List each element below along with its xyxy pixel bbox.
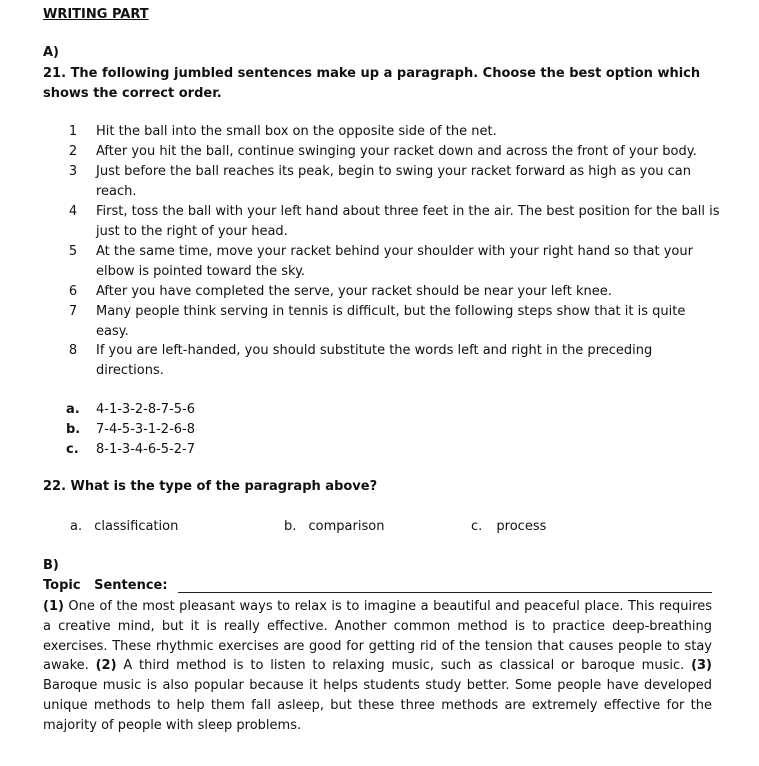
choice-text: comparison bbox=[308, 519, 385, 534]
question-21-text: The following jumbled sentences make up a paragraph. Choose the best option which shows the correct order. bbox=[43, 66, 701, 101]
sentence-number: 4 bbox=[68, 204, 78, 219]
sentence-number: 3 bbox=[68, 164, 78, 179]
choice-text: process bbox=[496, 519, 547, 534]
sentence-item bbox=[66, 162, 716, 202]
choice-label: b. bbox=[284, 519, 297, 534]
sentence-text: After you have completed the serve, your racket should be near your left knee. bbox=[96, 284, 612, 299]
choice-label: c. bbox=[471, 519, 483, 534]
sentence-number: 6 bbox=[68, 284, 78, 299]
sentence-item bbox=[66, 341, 716, 381]
question-21-number: 21. bbox=[43, 66, 67, 81]
marker-3: (3) bbox=[691, 658, 712, 674]
topic-sentence-label: Topic Sentence: bbox=[43, 578, 168, 593]
choice-text: classification bbox=[94, 519, 179, 534]
paragraph-part-2: A third method is to listen to relaxing music, such as classical or baroque music. bbox=[116, 658, 692, 674]
option-text: 8-1-3-4-6-5-2-7 bbox=[96, 442, 196, 457]
sentence-number: 5 bbox=[68, 244, 78, 259]
sentence-number: 7 bbox=[68, 304, 78, 319]
sentence-text: Many people think serving in tennis is difficult, but the following steps show that it is quite easy. bbox=[96, 304, 686, 339]
section-a-label: A) bbox=[43, 45, 60, 60]
section-b-label: B) bbox=[43, 558, 59, 573]
sentence-text: Just before the ball reaches its peak, begin to swing your racket forward as high as you can reach. bbox=[96, 164, 692, 199]
page-title: WRITING PART bbox=[43, 7, 149, 22]
sentence-item bbox=[66, 282, 716, 302]
sentence-item bbox=[66, 242, 716, 282]
sentence-text: Hit the ball into the small box on the opposite side of the net. bbox=[96, 124, 497, 139]
paragraph-part-3: Baroque music is also popular because it helps students study better. Some people have developed unique methods to help them fall asleep, but these three methods are extremely effective for the majority of people with sleep problems. bbox=[43, 678, 712, 733]
choice-process[interactable] bbox=[471, 519, 546, 534]
sentence-item bbox=[66, 142, 716, 162]
choice-label: a. bbox=[70, 519, 83, 534]
sentence-number: 8 bbox=[68, 343, 78, 358]
marker-2: (2) bbox=[95, 658, 117, 674]
sentence-number: 2 bbox=[68, 144, 78, 159]
sentence-item bbox=[66, 202, 720, 242]
paragraph-part-1: One of the most pleasant ways to relax is to imagine a beautiful and peaceful place. This requires a creative mind, but it is really effective. Another common method is to practice deep-breathing exercises. These rhythmic exercises are good for getting rid of the tension that causes people to stay awake. bbox=[43, 599, 712, 674]
topic-sentence-blank[interactable] bbox=[178, 592, 712, 593]
sentence-item bbox=[66, 122, 716, 142]
sentence-number: 1 bbox=[68, 124, 78, 139]
choice-classification[interactable] bbox=[70, 519, 178, 534]
option-label: a. bbox=[66, 402, 80, 417]
choice-comparison[interactable] bbox=[284, 519, 384, 534]
sentence-text: After you hit the ball, continue swinging your racket down and across the front of your body. bbox=[96, 144, 697, 159]
marker-1: (1) bbox=[43, 599, 64, 614]
option-text: 7-4-5-3-1-2-6-8 bbox=[96, 422, 196, 437]
paragraph-text bbox=[43, 597, 712, 736]
question-21-prompt bbox=[43, 64, 733, 104]
option-text: 4-1-3-2-8-7-5-6 bbox=[96, 402, 196, 417]
sentence-item bbox=[66, 302, 716, 342]
option-label: c. bbox=[66, 442, 79, 457]
question-22-prompt: 22. What is the type of the paragraph above? bbox=[43, 479, 378, 494]
sentence-text: If you are left-handed, you should substitute the words left and right in the preceding directions. bbox=[96, 343, 653, 378]
option-label: b. bbox=[66, 422, 81, 437]
sentence-text: At the same time, move your racket behind your shoulder with your right hand so that your elbow is pointed toward the sky. bbox=[96, 244, 693, 279]
sentence-text: First, toss the ball with your left hand about three feet in the air. The best position for the ball is just to the right of your head. bbox=[96, 204, 720, 239]
